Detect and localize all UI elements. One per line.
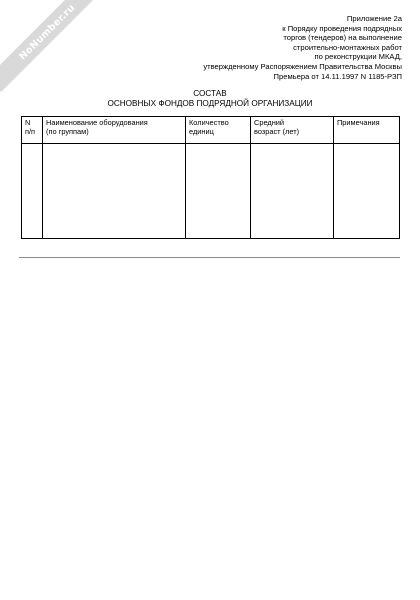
document-title bbox=[20, 89, 400, 108]
title-line-2: ОСНОВНЫХ ФОНДОВ ПОДРЯДНОЙ ОРГАНИЗАЦИИ bbox=[107, 98, 313, 108]
column-header-age-line2: возраст (лет) bbox=[254, 126, 300, 136]
watermark-ribbon bbox=[0, 0, 107, 92]
table-cell-quantity bbox=[186, 144, 251, 239]
column-header-equipment-line2: (по группам) bbox=[46, 126, 89, 136]
column-header-number-line1: N bbox=[25, 118, 31, 127]
column-header-quantity-line1: Количество bbox=[189, 118, 229, 127]
title-line-1: СОСТАВ bbox=[193, 89, 227, 98]
table-cell-number bbox=[22, 144, 43, 239]
table-cell-age bbox=[251, 144, 334, 239]
header-line-tenders: торгов (тендеров) на выполнение bbox=[283, 33, 402, 43]
column-header-notes bbox=[334, 117, 400, 144]
column-header-equipment-line1: Наименование оборудования bbox=[46, 118, 148, 127]
column-header-number bbox=[22, 117, 43, 144]
column-header-age-line1: Средний bbox=[254, 118, 285, 127]
column-header-quantity bbox=[186, 117, 251, 144]
page-divider bbox=[19, 257, 400, 258]
table-cell-notes bbox=[334, 144, 400, 239]
appendix-header bbox=[162, 14, 402, 81]
table-cell-equipment bbox=[43, 144, 186, 239]
table-row bbox=[22, 144, 400, 239]
column-header-quantity-line2: единиц bbox=[189, 126, 214, 136]
header-line-approved: утвержденному Распоряжением Правительства Москвы bbox=[203, 61, 402, 71]
header-line-appendix: Приложение 2а bbox=[346, 14, 402, 23]
header-line-decree: Премьера от 14.11.1997 N 1185-РЗП bbox=[273, 71, 402, 81]
header-line-reconstruction: по реконструкции МКАД, bbox=[314, 52, 402, 62]
column-header-equipment bbox=[43, 117, 186, 144]
table-header-row bbox=[22, 117, 400, 144]
watermark-text: NoNumber.ru bbox=[16, 1, 78, 63]
column-header-number-line2: п/п bbox=[25, 126, 36, 136]
column-header-age bbox=[251, 117, 334, 144]
column-header-notes-line1: Примечания bbox=[337, 118, 380, 127]
assets-table bbox=[21, 116, 400, 239]
header-line-procedure: к Порядку проведения подрядных bbox=[282, 23, 402, 33]
header-line-works: строительно-монтажных работ bbox=[293, 42, 402, 52]
